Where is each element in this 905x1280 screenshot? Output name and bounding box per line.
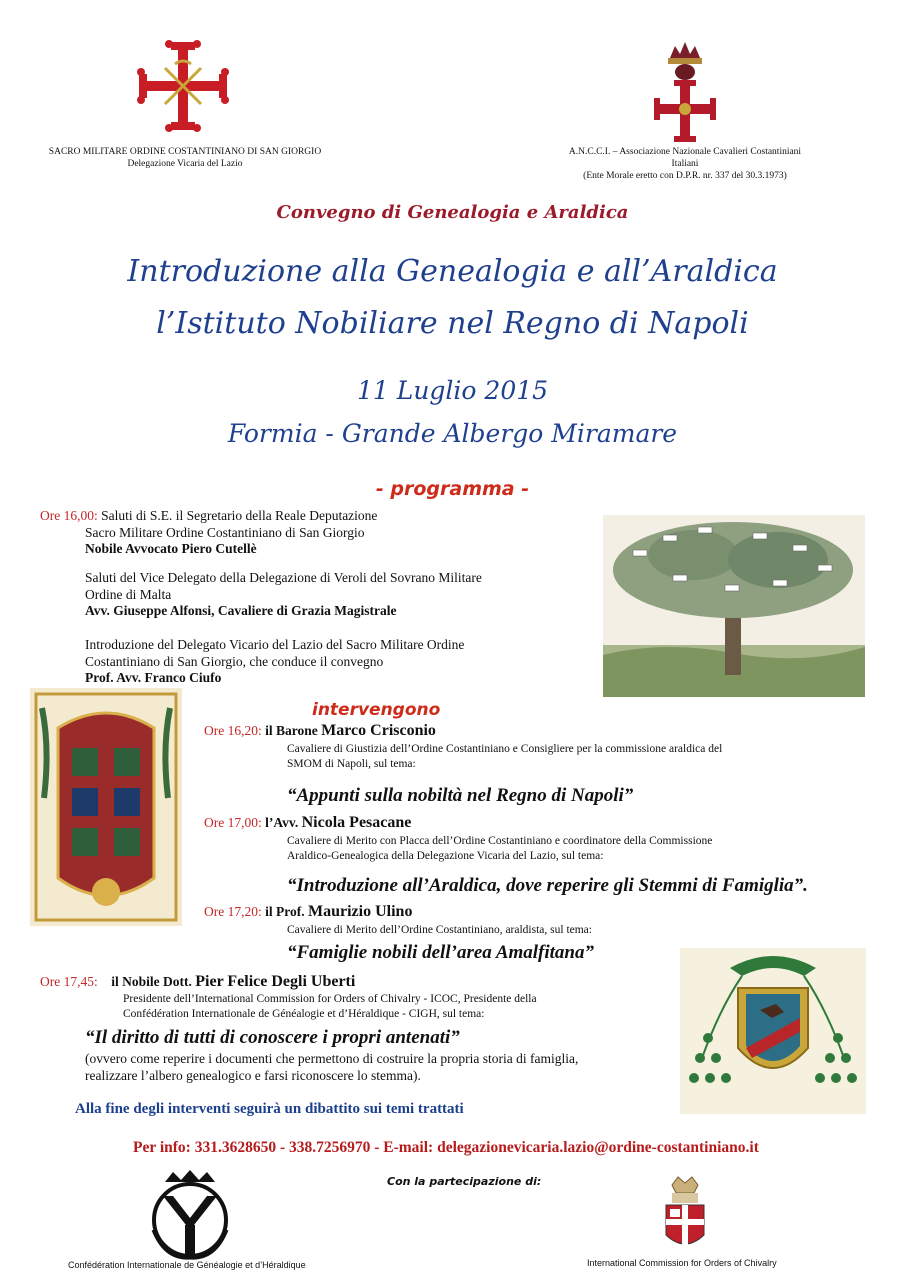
left-org-name: SACRO MILITARE ORDINE COSTANTINIANO DI SAN GIORGIO xyxy=(48,147,322,157)
speaker4-note1: (ovvero come reperire i documenti che permettono di costruire la propria storia di famiglia, xyxy=(85,1051,579,1066)
convegno-title: Convegno di Genealogia e Araldica xyxy=(276,202,629,223)
speaker4-desc xyxy=(123,992,643,1022)
ancci-crowned-cross-icon xyxy=(650,38,720,144)
speaker4-prefix: il Nobile Dott. xyxy=(111,974,192,989)
opening-para2-line2: Ordine di Malta xyxy=(85,586,172,602)
speaker3-line xyxy=(204,904,412,921)
speaker4-note2: realizzare l’albero genealogico e farsi riconoscere lo stemma). xyxy=(85,1067,421,1083)
contact-info: Per info: 331.3628650 - 338.7256970 - E-mail: delegazionevicaria.lazio@ordine-costantiniano.it xyxy=(133,1139,759,1156)
right-org-sub: (Ente Morale eretto con D.P.R. nr. 337 del 30.3.1973) xyxy=(583,171,787,181)
left-org-sub: Delegazione Vicaria del Lazio xyxy=(127,159,243,169)
heraldic-manuscript-image xyxy=(30,688,182,926)
speaker4-note xyxy=(85,1051,665,1084)
cigh-logo-icon xyxy=(145,1170,235,1262)
speaker2-prefix: l’Avv. xyxy=(265,815,299,830)
speaker3-desc xyxy=(287,923,737,938)
right-org-name: A.N.C.C.I. – Associazione Nazionale Cavalieri Costantiniani Italiani xyxy=(568,147,802,169)
opening-para2-line1: Saluti del Vice Delegato della Delegazione di Veroli del Sovrano Militare xyxy=(85,570,482,585)
footer-left-org: Confédération Internationale de Généalogie et d’Héraldique xyxy=(68,1260,306,1270)
speaker1-desc1: Cavaliere di Giustizia dell’Ordine Costantiniano e Consigliere per la commissione araldica del xyxy=(287,743,723,755)
speaker1-line xyxy=(204,723,436,740)
opening-time: Ore 16,00: xyxy=(40,508,98,523)
speaker2-line xyxy=(204,815,411,832)
opening-name2: Avv. Giuseppe Alfonsi, Cavaliere di Grazia Magistrale xyxy=(85,603,397,618)
speaker4-desc1: Presidente dell’International Commission for Orders of Chivalry - ICOC, Presidente della xyxy=(123,993,537,1005)
speaker3-time: Ore 17,20: xyxy=(204,904,262,919)
speaker3-topic: “Famiglie nobili dell’area Amalfitana” xyxy=(287,942,594,963)
event-venue: Formia - Grande Albergo Miramare xyxy=(227,419,678,448)
family-tree-image xyxy=(603,515,865,697)
speaker3-desc1: Cavaliere di Merito dell’Ordine Costantiniano, araldista, sul tema: xyxy=(287,924,592,936)
opening-name3: Prof. Avv. Franco Ciufo xyxy=(85,670,222,685)
speaker2-desc xyxy=(287,834,847,864)
speaker1-desc2: SMOM di Napoli, sul tema: xyxy=(287,758,416,770)
icoc-crest-icon xyxy=(660,1175,710,1255)
speaker2-desc2: Araldico-Genealogica della Delegazione Vicaria del Lazio, sul tema: xyxy=(287,850,604,862)
ecclesiastical-coat-of-arms-image xyxy=(680,948,866,1114)
event-title-line2: l’Istituto Nobiliare nel Regno di Napoli xyxy=(156,306,749,341)
event-date: 11 Luglio 2015 xyxy=(356,376,549,405)
speaker2-time: Ore 17,00: xyxy=(204,815,262,830)
speaker4-topic: “Il diritto di tutti di conoscere i propri antenati” xyxy=(85,1027,460,1048)
opening-para3 xyxy=(85,637,595,687)
constantinian-cross-icon xyxy=(135,38,231,134)
opening-block xyxy=(40,508,580,558)
speaker3-name: Maurizio Ulino xyxy=(308,903,413,920)
opening-line2: Sacro Militare Ordine Costantiniano di San Giorgio xyxy=(85,524,365,540)
intervengono-heading: intervengono xyxy=(312,700,441,720)
speaker4-desc2: Confédération Internationale de Généalogie et d’Héraldique - CIGH, sul tema: xyxy=(123,1008,485,1020)
speaker4-line xyxy=(40,974,355,991)
opening-para2 xyxy=(85,570,595,620)
speaker1-desc xyxy=(287,742,847,772)
event-title-line1: Introduzione alla Genealogia e all’Araldica xyxy=(127,254,778,289)
speaker2-name: Nicola Pesacane xyxy=(301,814,412,831)
speaker4-name: Pier Felice Degli Uberti xyxy=(195,973,356,990)
opening-para3-line1: Introduzione del Delegato Vicario del Lazio del Sacro Militare Ordine xyxy=(85,637,465,652)
speaker1-time: Ore 16,20: xyxy=(204,723,262,738)
speaker4-time: Ore 17,45: xyxy=(40,974,98,989)
speaker3-prefix: il Prof. xyxy=(265,904,305,919)
speaker1-topic: “Appunti sulla nobiltà nel Regno di Napoli” xyxy=(287,785,634,806)
opening-line1: Saluti di S.E. il Segretario della Reale Deputazione xyxy=(101,508,378,523)
footer-right-org: International Commission for Orders of Chivalry xyxy=(587,1258,777,1268)
speaker1-prefix: il Barone xyxy=(265,723,318,738)
speaker2-topic: “Introduzione all’Araldica, dove reperire gli Stemmi di Famiglia”. xyxy=(287,875,808,896)
closing-note: Alla fine degli interventi seguirà un dibattito sui temi trattati xyxy=(75,1101,464,1117)
programma-heading: - programma - xyxy=(375,478,530,500)
speaker1-name: Marco Crisconio xyxy=(321,722,436,739)
partecipazione-label: Con la partecipazione di: xyxy=(387,1175,542,1188)
speaker2-desc1: Cavaliere di Merito con Placca dell’Ordine Costantiniano e coordinatore della Commissione xyxy=(287,835,713,847)
opening-name1: Nobile Avvocato Piero Cutellè xyxy=(85,541,257,556)
opening-para3-line2: Costantiniano di San Giorgio, che conduce il convegno xyxy=(85,653,384,669)
